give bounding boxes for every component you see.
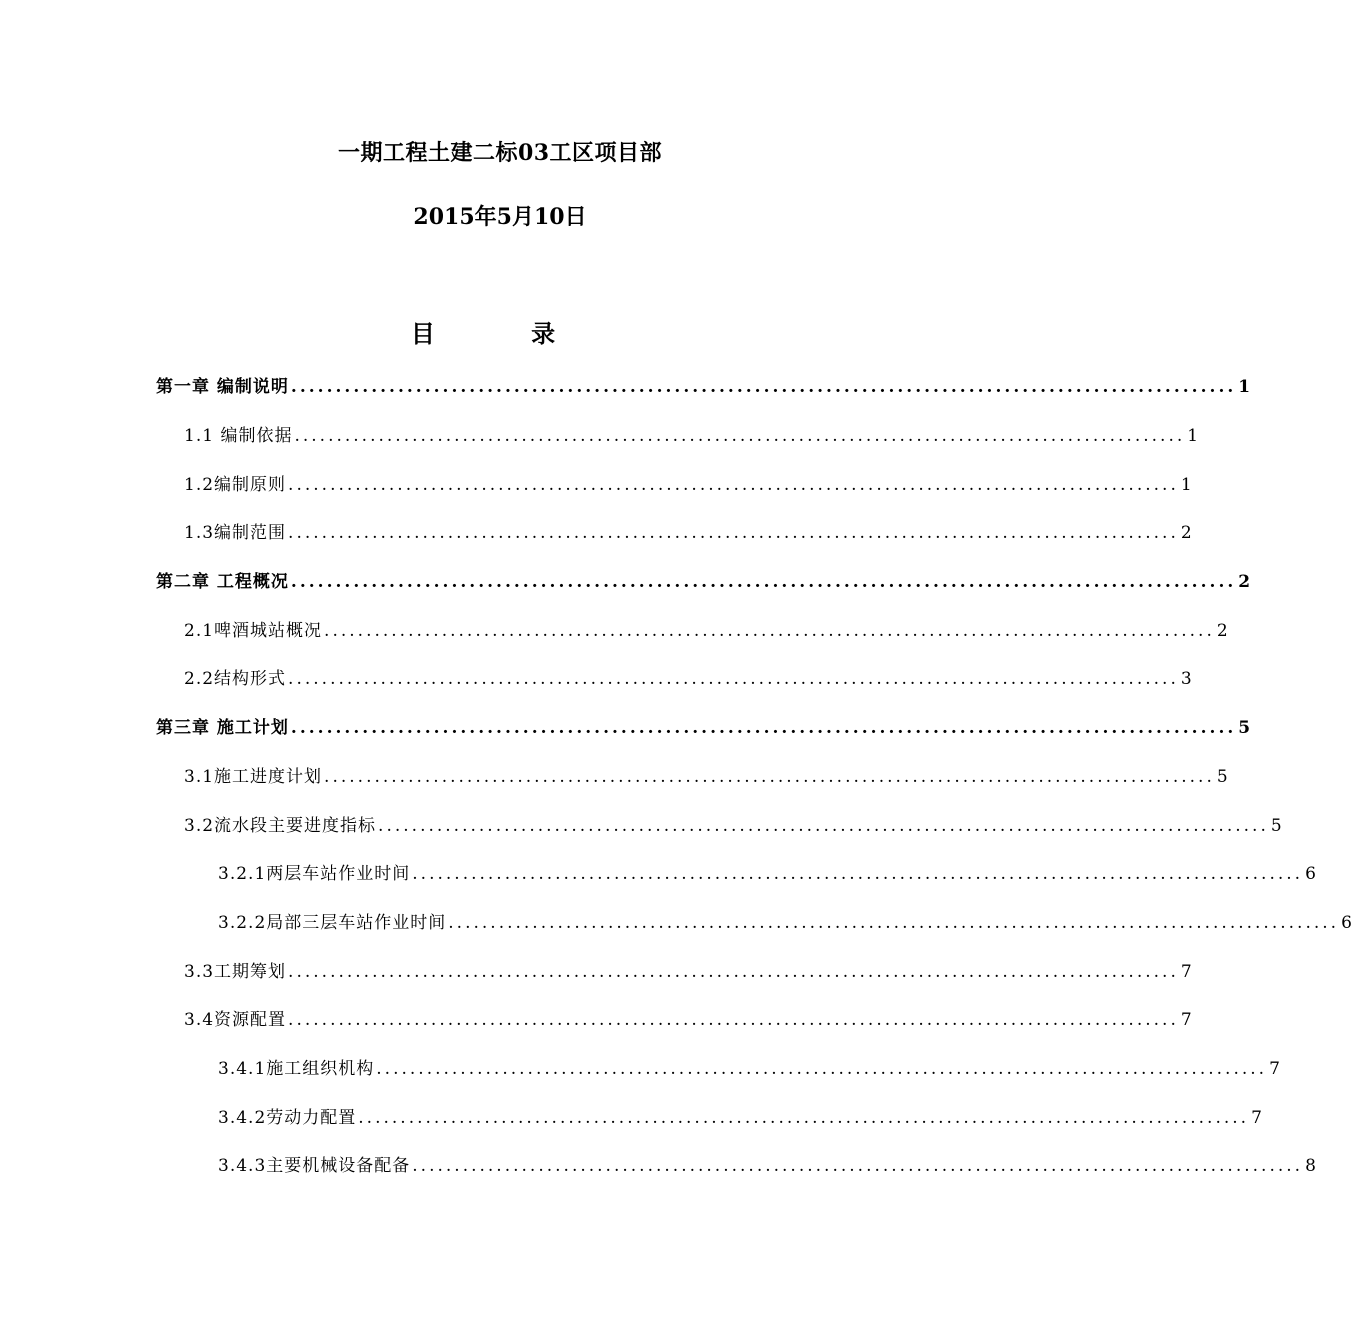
- toc-page-number: 5: [1216, 767, 1228, 787]
- toc-entry[interactable]: [156, 714, 1251, 738]
- toc-dot-leader: ..........................................................................................................: [448, 913, 1340, 933]
- toc-page-number: 7: [1251, 1108, 1262, 1128]
- toc-dot-leader: ..........................................................................................................: [324, 621, 1215, 641]
- toc-entry[interactable]: [184, 763, 1228, 787]
- toc-entry-title: 第一章 编制说明: [156, 377, 289, 397]
- toc-entry-title: 3.4资源配置: [184, 1010, 287, 1030]
- toc-entry-title: 2.1啤酒城站概况: [184, 621, 323, 641]
- toc-page-number: 6: [1341, 913, 1352, 933]
- toc-entry-title: 3.2.1两层车站作业时间: [218, 864, 411, 884]
- toc-entry[interactable]: [184, 1006, 1192, 1030]
- toc-dot-leader: ..........................................................................................................: [290, 718, 1237, 738]
- toc-dot-leader: ..........................................................................................................: [412, 1156, 1304, 1176]
- toc-dot-leader: ..........................................................................................................: [288, 669, 1179, 689]
- toc-page-number: 8: [1305, 1156, 1316, 1176]
- toc-page-number: 1: [1180, 475, 1192, 495]
- toc-page-number: 5: [1270, 816, 1282, 836]
- toc-page-number: 6: [1305, 864, 1316, 884]
- toc-page-number: 1: [1238, 377, 1251, 397]
- organization-title: 一期工程土建二标03工区项目部: [337, 140, 663, 166]
- toc-entry[interactable]: [184, 422, 1199, 446]
- toc-entry[interactable]: [184, 471, 1192, 495]
- toc-entry[interactable]: [218, 860, 1316, 884]
- toc-entry[interactable]: [156, 568, 1251, 592]
- toc-entry[interactable]: [184, 958, 1192, 982]
- toc-dot-leader: ..........................................................................................................: [288, 1010, 1179, 1030]
- toc-entry-title: 3.3工期筹划: [184, 962, 287, 982]
- toc-entry[interactable]: [184, 665, 1192, 689]
- toc-entry-title: 3.4.1施工组织机构: [218, 1059, 375, 1079]
- toc-dot-leader: ..........................................................................................................: [378, 816, 1269, 836]
- toc-page-number: 2: [1238, 572, 1251, 592]
- toc-dot-leader: ..........................................................................................................: [288, 523, 1179, 543]
- toc-dot-leader: ..........................................................................................................: [288, 475, 1179, 495]
- toc-page-number: 7: [1180, 1010, 1192, 1030]
- toc-entry-title: 第三章 施工计划: [156, 718, 289, 738]
- toc-dot-leader: ..........................................................................................................: [294, 426, 1186, 446]
- toc-entry[interactable]: [218, 1104, 1262, 1128]
- toc-entry-title: 1.2编制原则: [184, 475, 287, 495]
- toc-entry-title: 3.2流水段主要进度指标: [184, 816, 377, 836]
- toc-entry-title: 3.2.2局部三层车站作业时间: [218, 913, 447, 933]
- toc-page-number: 7: [1269, 1059, 1280, 1079]
- toc-entry-title: 第二章 工程概况: [156, 572, 289, 592]
- toc-page-number: 1: [1187, 426, 1199, 446]
- toc-entry-title: 3.4.3主要机械设备配备: [218, 1156, 411, 1176]
- toc-entry[interactable]: [218, 1152, 1316, 1176]
- toc-entry[interactable]: [218, 1055, 1280, 1079]
- toc-page-number: 2: [1180, 523, 1192, 543]
- toc-entry[interactable]: [184, 617, 1228, 641]
- toc-entry-title: 3.1施工进度计划: [184, 767, 323, 787]
- toc-dot-leader: ..........................................................................................................: [290, 377, 1237, 397]
- toc-entry-title: 2.2结构形式: [184, 669, 287, 689]
- toc-dot-leader: ..........................................................................................................: [412, 864, 1304, 884]
- toc-entry-title: 1.1 编制依据: [184, 426, 293, 446]
- toc-dot-leader: ..........................................................................................................: [358, 1108, 1250, 1128]
- toc-dot-leader: ..........................................................................................................: [288, 962, 1179, 982]
- toc-dot-leader: ..........................................................................................................: [324, 767, 1215, 787]
- toc-heading: 目 录: [410, 319, 600, 348]
- toc-dot-leader: ..........................................................................................................: [376, 1059, 1268, 1079]
- toc-page-number: 5: [1238, 718, 1251, 738]
- toc-entry[interactable]: [184, 812, 1282, 836]
- toc-entry-title: 1.3编制范围: [184, 523, 287, 543]
- toc-entry[interactable]: [156, 373, 1251, 397]
- toc-page-number: 2: [1216, 621, 1228, 641]
- toc-entry[interactable]: [184, 519, 1192, 543]
- toc-page-number: 7: [1180, 962, 1192, 982]
- document-date: 2015年5月10日: [413, 204, 587, 230]
- toc-page-number: 3: [1180, 669, 1192, 689]
- toc-dot-leader: ..........................................................................................................: [290, 572, 1237, 592]
- toc-entry[interactable]: [218, 909, 1352, 933]
- toc-entry-title: 3.4.2劳动力配置: [218, 1108, 357, 1128]
